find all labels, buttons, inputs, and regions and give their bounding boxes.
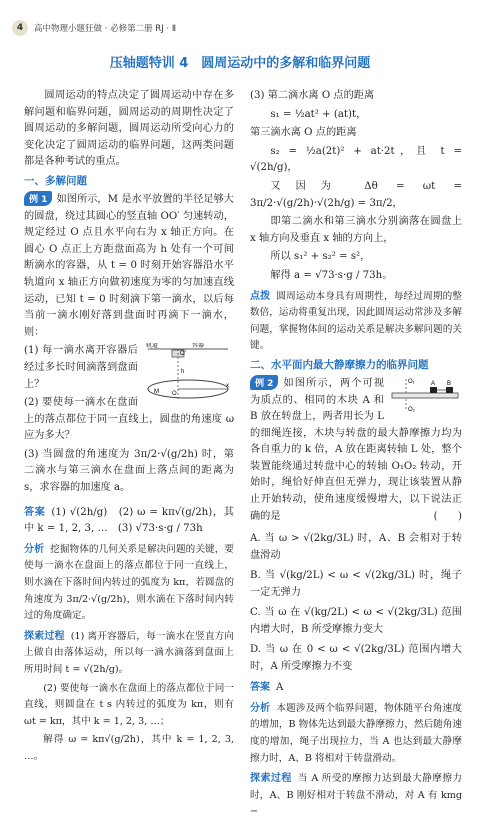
example-1-q1: (1) 每一滴水离开容器后经过多长时间滴落到盘面上？	[24, 345, 138, 390]
solution-line-7: 所以 s₁² + s₂² = s²，	[270, 251, 371, 263]
section-heading-2: 二、水平面内最大静摩擦力的临界问题	[250, 358, 429, 371]
left-column	[24, 88, 234, 768]
example-1-process-3: 解得 ω = kπ√(g/2h)，其中 k = 1, 2, 3, …。	[24, 734, 234, 762]
solution-line-5: 又因为 Δθ = ωt = 3π/2·√(g/2h)·√(2h/g) = 3π/2，	[250, 180, 462, 209]
a-label: A	[431, 380, 436, 387]
option-b: B. 当 √(kg/2L) < ω < √(2kg/3L) 时，绳子一定无弹力	[250, 570, 462, 599]
solution-line-3: 第三滴水离 O 点的距离	[250, 127, 357, 139]
section-heading-1: 一、多解问题	[24, 174, 87, 187]
answer-bracket: ( )	[433, 510, 462, 522]
example-1-text: 如图所示，M 是水平放置的半径足够大的圆盘，绕过其圆心的竖直轴 OO′ 匀速转动，规定经过 O 点且水平向右为 x 轴正方向。在圆心 O 点正上方距盘面高为 h 处有一个可间断滴水的容器，从 t = 0 时刻开始容器沿水平轨道向 x 轴正方向做初速度为零的匀加速直线运动，已知 t = 0 时刻滴下第一滴水，以后每当前一滴水刚好落到盘面时再滴下一滴水，则：	[24, 193, 234, 338]
o-label: O	[172, 391, 177, 398]
answer-text-1: (1) √(2h/g) (2) ω = kπ√(g/2h)，其中 k = 1, 2, 3, … (3) √73·s·g / 73h	[24, 506, 234, 535]
example-1-q2: (2) 要使每一滴水在盘面上的落点都位于同一直线上，圆盘的角速度 ω 应为多大？	[24, 397, 234, 442]
example-2-analysis	[250, 699, 462, 767]
example-1-q3: (3) 当圆盘的角速度为 3π/2·√(g/2h) 时，第二滴水与第三滴水在盘面上落点间的距离为 s，求容器的加速度 a。	[24, 448, 234, 494]
block-a	[430, 387, 437, 393]
x-label: x	[226, 383, 229, 390]
option-a: A. 当 ω > √(2kg/3L) 时，A、B 会相对于转盘滑动	[250, 533, 462, 562]
example-1-answer	[24, 503, 234, 538]
example-1-process	[24, 627, 234, 679]
turntable-shape	[392, 393, 458, 398]
example-1-analysis	[24, 540, 234, 625]
example-2-block	[250, 375, 462, 527]
m-label: M	[154, 389, 159, 396]
b-label: B	[447, 380, 452, 387]
option-c: C. 当 ω 在 √(kg/2L) < ω < √(2kg/3L) 范围内增大时，B 所受摩擦力变大	[250, 607, 462, 636]
example-1-process-2: (2) 要使每一滴水在盘面上的落点都位于同一直线，则圆盘在 t s 内转过的弧度为 kπ，则有 ωt = kπ，其中 k = 1, 2, 3, …；	[24, 682, 234, 727]
option-d: D. 当 ω 在 0 < ω < √(2kg/3L) 范围内增大时，A 所受摩擦力不变	[250, 644, 462, 673]
container-label: 容器	[192, 343, 205, 350]
process-text-1: (1) 离开容器后，每一滴水在竖直方向上做自由落体运动，所以每一滴水滴落到盘面上所用时间 t = √(2h/g)。	[24, 630, 235, 675]
page-header	[12, 20, 176, 36]
example-1-stem	[24, 191, 234, 341]
turntable-figure-2	[388, 375, 462, 415]
example-2-process	[250, 769, 462, 821]
o1-label: O₁	[408, 378, 415, 385]
tip-label: 点拨	[250, 290, 271, 302]
intro-paragraph: 圆周运动的特点决定了圆周运动中存在多解问题和临界问题，圆周运动的周期性决定了圆周运动的多解问题，圆周运动所受向心力的变化决定了圆周运动的临界问题，这两类问题都是各种考试的重点。	[24, 90, 234, 168]
example-2-answer	[250, 678, 462, 697]
example-1-block	[24, 343, 234, 447]
analysis-label-1: 分析	[24, 543, 45, 555]
book-title: 高中物理小题狂做 · 必修第二册 RJ · Ⅱ	[34, 24, 177, 34]
block-b	[446, 387, 453, 393]
h-label: h	[181, 369, 185, 376]
answer-label-1: 答案	[24, 506, 46, 518]
answer-label-2: 答案	[250, 682, 270, 694]
right-column	[250, 88, 462, 823]
page-number: 4	[12, 20, 28, 36]
example-2-badge: 例 2	[250, 375, 278, 390]
tip-text: 圆周运动本身具有周期性，每经过周期的整数倍，运动将重复出现，因此圆周运动常涉及多解问题，掌握物体间的运动关系是解决多解问题的关键。	[250, 290, 463, 352]
analysis-text-1: 挖掘物体的几何关系是解决问题的关键，要使每一滴水在盘面上的落点都位于同一直线上，则水滴在下落时间内转过的弧度为 kπ，若圆盘的角速度为 3π/2·√(g/2h)，则水滴在下落时间内转过的角度确定。	[24, 543, 234, 622]
example-1-badge: 例 1	[24, 191, 52, 206]
solution-line-8: 解得 a = √73·s·g / 73h。	[270, 269, 393, 281]
turntable-figure	[142, 343, 234, 405]
analysis-label-2: 分析	[250, 702, 271, 714]
analysis-text-2: 本题涉及两个临界问题，物体随平台角速度的增加，B 物体先达到最大静摩擦力，然后随角速度的增加，绳子出现拉力，当 A 也达到最大静摩擦力时，A、B 将相对于转盘滑动。	[250, 702, 463, 764]
solution-line-4: s₂ = ½a(2t)² + at·2t，且 t = √(2h/g)，	[250, 145, 462, 174]
o-prime-label: O′	[180, 351, 186, 358]
solution-line-1: (3) 第二滴水离 O 点的距离	[250, 90, 375, 101]
process-label-2: 探索过程	[250, 773, 292, 785]
tip-paragraph	[250, 287, 462, 355]
process-label-1: 探索过程	[24, 630, 65, 642]
process-text-2: 当 A 所受的摩擦力达到最大静摩擦力时，A、B 刚好相对于转盘不滑动，对 A 有 kmg −	[250, 773, 462, 818]
solution-line-6: 即第二滴水和第三滴水分别滴落在圆盘上 x 轴方向及垂直 x 轴的方向上，	[250, 216, 462, 244]
o2-label: O₂	[408, 406, 415, 413]
page-title: 压轴题特训 4 圆周运动中的多解和临界问题	[109, 56, 371, 71]
answer-text-2: A	[276, 682, 284, 694]
example-2-text: 如图所示，两个可视为质点的、相同的木块 A 和 B 放在转盘上，两者用长为 L 的细绳连接，木块与转盘的最大静摩擦力均为各自重力的 k 倍，A 放在距离转轴 L 处，整个装置能绕通过转盘中心的转轴 O₁O₂ 转动，开始时，绳恰好伸直但无弹力，现让该装置从静止开始转动，使角速度缓慢增大，以下说法正确的是	[250, 377, 462, 522]
rail-label: 轨道	[146, 343, 159, 350]
solution-line-2: s₁ = ½at² + (at)t，	[270, 108, 367, 120]
